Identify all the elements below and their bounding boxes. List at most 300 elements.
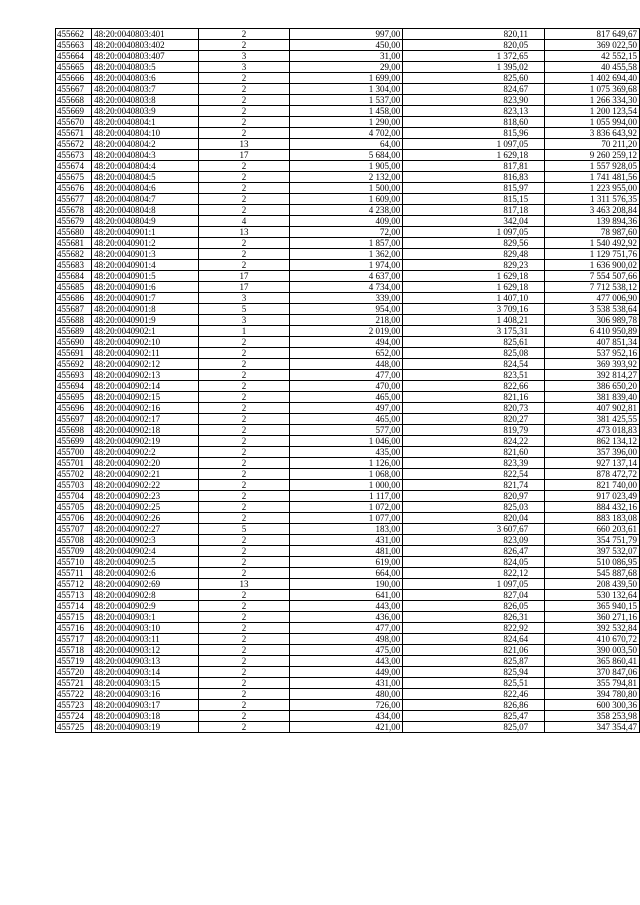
group-code-cell: 2 [198,469,289,480]
area-cell: 1 458,00 [290,106,403,117]
row-number-cell: 455681 [56,238,92,249]
area-cell: 954,00 [290,304,403,315]
table-row [56,579,640,590]
cadastral-value-cell: 369 022,50 [545,40,640,51]
cadastral-number-cell: 48:20:0040903:15 [92,678,199,689]
area-cell: 4 238,00 [290,205,403,216]
row-number-cell: 455687 [56,304,92,315]
area-cell: 1 500,00 [290,183,403,194]
cadastral-number-cell: 48:20:0040804:10 [92,128,199,139]
group-code-cell: 2 [198,403,289,414]
cadastral-number-cell: 48:20:0040901:3 [92,249,199,260]
unit-value-cell: 825,87 [403,656,545,667]
unit-value-cell: 817,81 [403,161,545,172]
cadastral-value-cell: 3 463 208,84 [545,205,640,216]
cadastral-number-cell: 48:20:0040901:1 [92,227,199,238]
group-code-cell: 2 [198,425,289,436]
unit-value-cell: 821,16 [403,392,545,403]
row-number-cell: 455704 [56,491,92,502]
row-number-cell: 455724 [56,711,92,722]
group-code-cell: 2 [198,656,289,667]
table-row [56,249,640,260]
group-code-cell: 2 [198,337,289,348]
row-number-cell: 455678 [56,205,92,216]
area-cell: 431,00 [290,678,403,689]
table-row [56,623,640,634]
area-cell: 477,00 [290,370,403,381]
unit-value-cell: 825,94 [403,667,545,678]
cadastral-number-cell: 48:20:0040902:26 [92,513,199,524]
cadastral-number-cell: 48:20:0040803:407 [92,51,199,62]
cadastral-value-cell: 358 253,98 [545,711,640,722]
group-code-cell: 17 [198,150,289,161]
area-cell: 481,00 [290,546,403,557]
cadastral-value-cell: 6 410 950,89 [545,326,640,337]
cadastral-value-cell: 381 425,55 [545,414,640,425]
unit-value-cell: 816,83 [403,172,545,183]
row-number-cell: 455662 [56,29,92,40]
area-cell: 1 905,00 [290,161,403,172]
cadastral-number-cell: 48:20:0040902:18 [92,425,199,436]
group-code-cell: 2 [198,612,289,623]
table-row [56,205,640,216]
area-cell: 498,00 [290,634,403,645]
table-row [56,227,640,238]
group-code-cell: 2 [198,568,289,579]
area-cell: 31,00 [290,51,403,62]
row-number-cell: 455665 [56,62,92,73]
area-cell: 436,00 [290,612,403,623]
cadastral-number-cell: 48:20:0040901:7 [92,293,199,304]
unit-value-cell: 823,51 [403,370,545,381]
unit-value-cell: 829,56 [403,238,545,249]
group-code-cell: 17 [198,282,289,293]
cadastral-number-cell: 48:20:0040803:9 [92,106,199,117]
cadastral-value-cell: 1 557 928,05 [545,161,640,172]
unit-value-cell: 823,90 [403,95,545,106]
table-row [56,359,640,370]
table-row [56,414,640,425]
cadastral-value-cell: 1 402 694,40 [545,73,640,84]
cadastral-number-cell: 48:20:0040903:14 [92,667,199,678]
area-cell: 2 132,00 [290,172,403,183]
unit-value-cell: 825,07 [403,722,545,733]
cadastral-value-cell: 1 223 955,00 [545,183,640,194]
cadastral-value-cell: 410 670,72 [545,634,640,645]
group-code-cell: 2 [198,249,289,260]
row-number-cell: 455720 [56,667,92,678]
unit-value-cell: 822,12 [403,568,545,579]
area-cell: 1 609,00 [290,194,403,205]
unit-value-cell: 823,09 [403,535,545,546]
cadastral-value-cell: 369 393,92 [545,359,640,370]
cadastral-value-cell: 70 211,20 [545,139,640,150]
table-row [56,139,640,150]
unit-value-cell: 1 097,05 [403,579,545,590]
group-code-cell: 2 [198,678,289,689]
row-number-cell: 455669 [56,106,92,117]
group-code-cell: 2 [198,513,289,524]
cadastral-number-cell: 48:20:0040902:12 [92,359,199,370]
cadastral-number-cell: 48:20:0040902:5 [92,557,199,568]
area-cell: 29,00 [290,62,403,73]
table-row [56,348,640,359]
unit-value-cell: 822,54 [403,469,545,480]
row-number-cell: 455674 [56,161,92,172]
cadastral-number-cell: 48:20:0040901:9 [92,315,199,326]
cadastral-number-cell: 48:20:0040902:17 [92,414,199,425]
unit-value-cell: 820,05 [403,40,545,51]
row-number-cell: 455721 [56,678,92,689]
group-code-cell: 3 [198,62,289,73]
row-number-cell: 455676 [56,183,92,194]
cadastral-number-cell: 48:20:0040902:2 [92,447,199,458]
group-code-cell: 2 [198,546,289,557]
cadastral-number-cell: 48:20:0040804:1 [92,117,199,128]
row-number-cell: 455697 [56,414,92,425]
cadastral-number-cell: 48:20:0040902:20 [92,458,199,469]
cadastral-number-cell: 48:20:0040902:19 [92,436,199,447]
cadastral-number-cell: 48:20:0040804:8 [92,205,199,216]
group-code-cell: 5 [198,524,289,535]
group-code-cell: 2 [198,491,289,502]
cadastral-value-cell: 862 134,12 [545,436,640,447]
row-number-cell: 455682 [56,249,92,260]
unit-value-cell: 342,04 [403,216,545,227]
unit-value-cell: 825,08 [403,348,545,359]
area-cell: 652,00 [290,348,403,359]
unit-value-cell: 3 709,16 [403,304,545,315]
area-cell: 1 857,00 [290,238,403,249]
group-code-cell: 2 [198,480,289,491]
table-row [56,315,640,326]
table-row [56,425,640,436]
area-cell: 619,00 [290,557,403,568]
cadastral-number-cell: 48:20:0040902:6 [92,568,199,579]
unit-value-cell: 826,86 [403,700,545,711]
cadastral-value-cell: 407 902,81 [545,403,640,414]
row-number-cell: 455716 [56,623,92,634]
group-code-cell: 2 [198,194,289,205]
unit-value-cell: 815,15 [403,194,545,205]
group-code-cell: 2 [198,392,289,403]
cadastral-number-cell: 48:20:0040804:5 [92,172,199,183]
unit-value-cell: 826,47 [403,546,545,557]
unit-value-cell: 826,31 [403,612,545,623]
cadastral-value-cell: 927 137,14 [545,458,640,469]
cadastral-number-cell: 48:20:0040903:1 [92,612,199,623]
cadastral-number-cell: 48:20:0040902:22 [92,480,199,491]
cadastral-value-cell: 821 740,00 [545,480,640,491]
unit-value-cell: 1 097,05 [403,227,545,238]
cadastral-value-cell: 397 532,07 [545,546,640,557]
row-number-cell: 455675 [56,172,92,183]
group-code-cell: 2 [198,29,289,40]
table-row [56,62,640,73]
table-row [56,722,640,733]
table-row [56,656,640,667]
cadastral-value-cell: 139 894,36 [545,216,640,227]
table-row [56,557,640,568]
cadastral-number-cell: 48:20:0040902:69 [92,579,199,590]
cadastral-number-cell: 48:20:0040804:7 [92,194,199,205]
unit-value-cell: 821,06 [403,645,545,656]
cadastral-number-cell: 48:20:0040803:7 [92,84,199,95]
table-row [56,106,640,117]
cadastral-number-cell: 48:20:0040804:2 [92,139,199,150]
unit-value-cell: 1 407,10 [403,293,545,304]
unit-value-cell: 829,23 [403,260,545,271]
row-number-cell: 455713 [56,590,92,601]
unit-value-cell: 822,92 [403,623,545,634]
group-code-cell: 2 [198,370,289,381]
cadastral-value-cell: 354 751,79 [545,535,640,546]
area-cell: 1 537,00 [290,95,403,106]
area-cell: 494,00 [290,337,403,348]
unit-value-cell: 821,60 [403,447,545,458]
cadastral-value-cell: 9 260 259,12 [545,150,640,161]
area-cell: 2 019,00 [290,326,403,337]
row-number-cell: 455694 [56,381,92,392]
row-number-cell: 455703 [56,480,92,491]
cadastral-value-cell: 1 636 900,02 [545,260,640,271]
table-row [56,700,640,711]
cadastral-number-cell: 48:20:0040902:8 [92,590,199,601]
unit-value-cell: 3 607,67 [403,524,545,535]
cadastral-value-cell: 1 540 492,92 [545,238,640,249]
group-code-cell: 2 [198,73,289,84]
cadastral-value-cell: 530 132,64 [545,590,640,601]
cadastral-number-cell: 48:20:0040902:23 [92,491,199,502]
cadastral-value-cell: 883 183,08 [545,513,640,524]
cadastral-number-cell: 48:20:0040903:13 [92,656,199,667]
group-code-cell: 3 [198,51,289,62]
cadastral-number-cell: 48:20:0040902:16 [92,403,199,414]
cadastral-number-cell: 48:20:0040803:8 [92,95,199,106]
row-number-cell: 455671 [56,128,92,139]
area-cell: 497,00 [290,403,403,414]
row-number-cell: 455698 [56,425,92,436]
group-code-cell: 2 [198,623,289,634]
row-number-cell: 455715 [56,612,92,623]
cadastral-value-cell: 386 650,20 [545,381,640,392]
row-number-cell: 455695 [56,392,92,403]
row-number-cell: 455691 [56,348,92,359]
unit-value-cell: 820,27 [403,414,545,425]
unit-value-cell: 821,74 [403,480,545,491]
cadastral-value-table [55,28,640,733]
cadastral-value-cell: 381 839,40 [545,392,640,403]
unit-value-cell: 822,46 [403,689,545,700]
cadastral-number-cell: 48:20:0040903:17 [92,700,199,711]
table-row [56,326,640,337]
row-number-cell: 455666 [56,73,92,84]
cadastral-value-cell: 407 851,34 [545,337,640,348]
cadastral-value-cell: 7 554 507,66 [545,271,640,282]
cadastral-value-cell: 660 203,61 [545,524,640,535]
row-number-cell: 455723 [56,700,92,711]
unit-value-cell: 1 372,65 [403,51,545,62]
group-code-cell: 2 [198,557,289,568]
row-number-cell: 455718 [56,645,92,656]
area-cell: 443,00 [290,656,403,667]
table-row [56,612,640,623]
cadastral-value-cell: 545 887,68 [545,568,640,579]
cadastral-number-cell: 48:20:0040903:12 [92,645,199,656]
unit-value-cell: 825,03 [403,502,545,513]
area-cell: 470,00 [290,381,403,392]
cadastral-number-cell: 48:20:0040902:4 [92,546,199,557]
area-cell: 997,00 [290,29,403,40]
unit-value-cell: 820,04 [403,513,545,524]
area-cell: 577,00 [290,425,403,436]
cadastral-number-cell: 48:20:0040902:3 [92,535,199,546]
group-code-cell: 3 [198,315,289,326]
group-code-cell: 2 [198,359,289,370]
table-body [56,29,640,733]
group-code-cell: 2 [198,447,289,458]
cadastral-number-cell: 48:20:0040901:5 [92,271,199,282]
row-number-cell: 455708 [56,535,92,546]
unit-value-cell: 826,05 [403,601,545,612]
group-code-cell: 2 [198,667,289,678]
table-row [56,128,640,139]
cadastral-number-cell: 48:20:0040902:10 [92,337,199,348]
row-number-cell: 455710 [56,557,92,568]
cadastral-number-cell: 48:20:0040902:27 [92,524,199,535]
table-row [56,304,640,315]
unit-value-cell: 824,54 [403,359,545,370]
table-row [56,271,640,282]
unit-value-cell: 820,11 [403,29,545,40]
cadastral-value-cell: 884 432,16 [545,502,640,513]
cadastral-number-cell: 48:20:0040803:402 [92,40,199,51]
row-number-cell: 455673 [56,150,92,161]
unit-value-cell: 1 629,18 [403,271,545,282]
group-code-cell: 2 [198,183,289,194]
unit-value-cell: 818,60 [403,117,545,128]
cadastral-value-cell: 1 055 994,00 [545,117,640,128]
group-code-cell: 2 [198,535,289,546]
table-row [56,678,640,689]
cadastral-number-cell: 48:20:0040902:13 [92,370,199,381]
cadastral-value-cell: 7 712 538,12 [545,282,640,293]
table-row [56,51,640,62]
cadastral-number-cell: 48:20:0040902:11 [92,348,199,359]
area-cell: 1 117,00 [290,491,403,502]
cadastral-number-cell: 48:20:0040902:15 [92,392,199,403]
cadastral-value-cell: 510 086,95 [545,557,640,568]
group-code-cell: 2 [198,128,289,139]
area-cell: 448,00 [290,359,403,370]
cadastral-value-cell: 537 952,16 [545,348,640,359]
unit-value-cell: 825,47 [403,711,545,722]
cadastral-number-cell: 48:20:0040903:16 [92,689,199,700]
area-cell: 431,00 [290,535,403,546]
unit-value-cell: 825,60 [403,73,545,84]
table-row [56,95,640,106]
area-cell: 443,00 [290,601,403,612]
cadastral-value-cell: 347 354,47 [545,722,640,733]
row-number-cell: 455677 [56,194,92,205]
area-cell: 1 304,00 [290,84,403,95]
cadastral-number-cell: 48:20:0040902:21 [92,469,199,480]
cadastral-value-cell: 1 200 123,54 [545,106,640,117]
group-code-cell: 2 [198,95,289,106]
row-number-cell: 455680 [56,227,92,238]
area-cell: 664,00 [290,568,403,579]
cadastral-value-cell: 1 075 369,68 [545,84,640,95]
group-code-cell: 17 [198,271,289,282]
table-row [56,337,640,348]
group-code-cell: 2 [198,711,289,722]
cadastral-number-cell: 48:20:0040902:25 [92,502,199,513]
group-code-cell: 13 [198,227,289,238]
group-code-cell: 2 [198,117,289,128]
area-cell: 1 126,00 [290,458,403,469]
area-cell: 450,00 [290,40,403,51]
cadastral-number-cell: 48:20:0040804:6 [92,183,199,194]
row-number-cell: 455700 [56,447,92,458]
cadastral-value-cell: 394 780,80 [545,689,640,700]
table-row [56,491,640,502]
unit-value-cell: 825,51 [403,678,545,689]
group-code-cell: 2 [198,458,289,469]
cadastral-value-cell: 365 940,15 [545,601,640,612]
row-number-cell: 455722 [56,689,92,700]
table-row [56,502,640,513]
table-row [56,84,640,95]
group-code-cell: 2 [198,172,289,183]
row-number-cell: 455712 [56,579,92,590]
cadastral-value-cell: 392 814,27 [545,370,640,381]
group-code-cell: 1 [198,326,289,337]
cadastral-value-cell: 357 396,00 [545,447,640,458]
unit-value-cell: 1 097,05 [403,139,545,150]
area-cell: 5 684,00 [290,150,403,161]
cadastral-number-cell: 48:20:0040803:6 [92,73,199,84]
table-row [56,711,640,722]
table-row [56,447,640,458]
table-row [56,590,640,601]
row-number-cell: 455692 [56,359,92,370]
group-code-cell: 2 [198,381,289,392]
cadastral-value-cell: 390 003,50 [545,645,640,656]
unit-value-cell: 820,97 [403,491,545,502]
table-row [56,403,640,414]
group-code-cell: 2 [198,348,289,359]
cadastral-value-cell: 365 860,41 [545,656,640,667]
table-row [56,689,640,700]
cadastral-value-cell: 917 023,49 [545,491,640,502]
area-cell: 4 702,00 [290,128,403,139]
row-number-cell: 455670 [56,117,92,128]
table-row [56,73,640,84]
group-code-cell: 3 [198,293,289,304]
unit-value-cell: 823,13 [403,106,545,117]
table-row [56,172,640,183]
area-cell: 1 974,00 [290,260,403,271]
unit-value-cell: 819,79 [403,425,545,436]
area-cell: 1 046,00 [290,436,403,447]
cadastral-value-cell: 1 741 481,56 [545,172,640,183]
row-number-cell: 455667 [56,84,92,95]
cadastral-value-cell: 878 472,72 [545,469,640,480]
group-code-cell: 2 [198,414,289,425]
group-code-cell: 2 [198,260,289,271]
area-cell: 475,00 [290,645,403,656]
table-row [56,645,640,656]
